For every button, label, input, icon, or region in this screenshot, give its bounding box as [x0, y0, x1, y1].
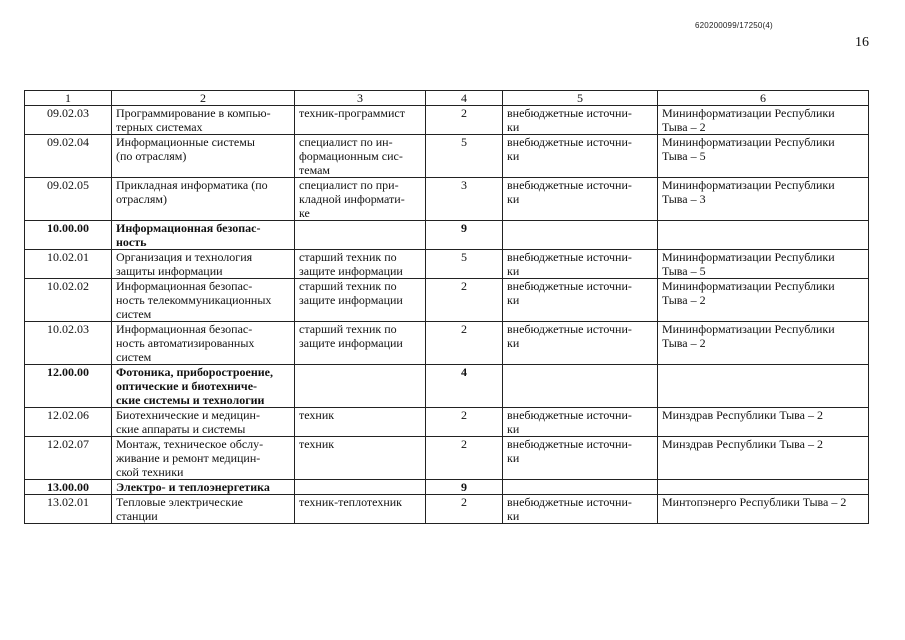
row-code-cell	[25, 250, 112, 279]
row-source-text: внебюджетные источни- ки	[507, 322, 632, 350]
row-source-cell	[503, 279, 658, 322]
row-count-text: 4	[461, 365, 467, 379]
row-name-text: Электро- и теплоэнергетика	[116, 480, 270, 494]
row-code-cell	[25, 106, 112, 135]
row-ministry-text: Минздрав Республики Тыва – 2	[662, 437, 823, 451]
row-ministry-cell	[658, 495, 869, 524]
row-source-text: внебюджетные источни- ки	[507, 437, 632, 465]
row-ministry-cell	[658, 135, 869, 178]
row-source-cell	[503, 106, 658, 135]
row-count-text: 2	[461, 322, 467, 336]
section-row	[25, 221, 869, 250]
row-qualification-cell	[295, 365, 426, 408]
row-code-cell	[25, 135, 112, 178]
row-name-text: Информационные системы (по отраслям)	[116, 135, 255, 163]
row-count-text: 2	[461, 106, 467, 120]
table-header-row	[25, 91, 869, 106]
row-code-text: 13.02.01	[47, 495, 89, 509]
row-source-text: внебюджетные источни- ки	[507, 250, 632, 278]
row-count-text: 2	[461, 495, 467, 509]
row-name-text: Тепловые электрические станции	[116, 495, 243, 523]
row-qualification-text: техник-программист	[299, 106, 405, 120]
row-code-text: 10.02.02	[47, 279, 89, 293]
row-name-cell	[112, 365, 295, 408]
row-source-cell	[503, 365, 658, 408]
row-ministry-cell	[658, 437, 869, 480]
row-qualification-text: старший техник по защите информации	[299, 279, 403, 307]
row-ministry-text: Мининформатизации Республики Тыва – 2	[662, 279, 835, 307]
row-code-text: 12.00.00	[47, 365, 89, 379]
row-name-text: Фотоника, приборостроение, оптические и биотехниче- ские системы и технологии	[116, 365, 273, 407]
row-ministry-cell	[658, 322, 869, 365]
row-name-cell	[112, 437, 295, 480]
row-count-text: 9	[461, 221, 467, 235]
row-name-text: Информационная безопас- ность автоматизированных систем	[116, 322, 255, 364]
row-source-cell	[503, 322, 658, 365]
row-qualification-cell	[295, 437, 426, 480]
row-name-cell	[112, 135, 295, 178]
document-code: 620200099/17250(4)	[695, 21, 773, 30]
table-row	[25, 322, 869, 365]
row-ministry-text: Мининформатизации Республики Тыва – 3	[662, 178, 835, 206]
page-number: 16	[855, 35, 869, 50]
row-name-text: Информационная безопас- ность телекоммуникационных систем	[116, 279, 272, 321]
row-count-cell	[426, 408, 503, 437]
column-header: 2	[112, 91, 295, 106]
row-count-cell	[426, 480, 503, 495]
row-source-cell	[503, 408, 658, 437]
row-count-cell	[426, 135, 503, 178]
row-name-cell	[112, 480, 295, 495]
row-ministry-cell	[658, 178, 869, 221]
row-code-text: 09.02.05	[47, 178, 89, 192]
row-code-text: 13.00.00	[47, 480, 89, 494]
row-code-cell	[25, 480, 112, 495]
row-qualification-text: старший техник по защите информации	[299, 250, 403, 278]
row-code-text: 10.00.00	[47, 221, 89, 235]
row-count-cell	[426, 250, 503, 279]
row-ministry-cell	[658, 480, 869, 495]
row-name-cell	[112, 106, 295, 135]
data-table	[24, 90, 869, 524]
row-name-cell	[112, 495, 295, 524]
row-count-text: 2	[461, 279, 467, 293]
column-header: 4	[426, 91, 503, 106]
row-source-cell	[503, 178, 658, 221]
row-ministry-cell	[658, 408, 869, 437]
row-count-cell	[426, 495, 503, 524]
row-source-text: внебюджетные источни- ки	[507, 279, 632, 307]
table-row	[25, 408, 869, 437]
row-qualification-cell	[295, 480, 426, 495]
row-name-text: Биотехнические и медицин- ские аппараты и системы	[116, 408, 260, 436]
row-source-cell	[503, 495, 658, 524]
row-qualification-text: техник	[299, 437, 335, 451]
row-source-text: внебюджетные источни- ки	[507, 135, 632, 163]
row-qualification-text: техник-теплотехник	[299, 495, 402, 509]
row-ministry-text: Мининформатизации Республики Тыва – 5	[662, 250, 835, 278]
row-name-text: Информационная безопас- ность	[116, 221, 261, 249]
row-qualification-cell	[295, 250, 426, 279]
row-code-cell	[25, 279, 112, 322]
row-ministry-cell	[658, 221, 869, 250]
table-row	[25, 250, 869, 279]
row-count-cell	[426, 221, 503, 250]
row-count-cell	[426, 279, 503, 322]
row-code-cell	[25, 221, 112, 250]
row-count-cell	[426, 106, 503, 135]
row-code-cell	[25, 322, 112, 365]
row-qualification-text: старший техник по защите информации	[299, 322, 403, 350]
row-name-cell	[112, 279, 295, 322]
column-header: 3	[295, 91, 426, 106]
row-code-cell	[25, 365, 112, 408]
row-source-text: внебюджетные источни- ки	[507, 408, 632, 436]
row-count-text: 2	[461, 408, 467, 422]
table-row	[25, 106, 869, 135]
row-ministry-text: Минздрав Республики Тыва – 2	[662, 408, 823, 422]
row-qualification-cell	[295, 178, 426, 221]
row-name-cell	[112, 221, 295, 250]
row-code-cell	[25, 437, 112, 480]
row-code-cell	[25, 178, 112, 221]
table-row	[25, 495, 869, 524]
table-row	[25, 437, 869, 480]
row-name-text: Монтаж, техническое обслу- живание и ремонт медицин- ской техники	[116, 437, 264, 479]
row-qualification-cell	[295, 279, 426, 322]
row-source-text: внебюджетные источни- ки	[507, 495, 632, 523]
row-source-cell	[503, 437, 658, 480]
table-row	[25, 178, 869, 221]
row-qualification-cell	[295, 408, 426, 437]
row-code-text: 10.02.03	[47, 322, 89, 336]
row-source-text: внебюджетные источни- ки	[507, 178, 632, 206]
table-row	[25, 135, 869, 178]
column-header: 1	[25, 91, 112, 106]
row-name-text: Организация и технология защиты информации	[116, 250, 253, 278]
row-code-text: 09.02.04	[47, 135, 89, 149]
section-row	[25, 480, 869, 495]
row-source-cell	[503, 480, 658, 495]
row-code-text: 10.02.01	[47, 250, 89, 264]
row-count-cell	[426, 365, 503, 408]
row-name-text: Прикладная информатика (по отраслям)	[116, 178, 268, 206]
row-ministry-text: Минтопэнерго Республики Тыва – 2	[662, 495, 847, 509]
row-name-text: Программирование в компью- терных системах	[116, 106, 271, 134]
row-ministry-text: Мининформатизации Республики Тыва – 2	[662, 106, 835, 134]
row-name-cell	[112, 408, 295, 437]
row-code-text: 12.02.06	[47, 408, 89, 422]
row-count-text: 3	[461, 178, 467, 192]
row-code-cell	[25, 408, 112, 437]
row-name-cell	[112, 250, 295, 279]
row-name-cell	[112, 322, 295, 365]
column-header: 6	[658, 91, 869, 106]
row-qualification-cell	[295, 221, 426, 250]
row-qualification-cell	[295, 106, 426, 135]
row-name-cell	[112, 178, 295, 221]
row-qualification-text: техник	[299, 408, 335, 422]
row-count-cell	[426, 322, 503, 365]
section-row	[25, 365, 869, 408]
row-ministry-text: Мининформатизации Республики Тыва – 5	[662, 135, 835, 163]
table-row	[25, 279, 869, 322]
row-ministry-text: Мининформатизации Республики Тыва – 2	[662, 322, 835, 350]
row-count-text: 9	[461, 480, 467, 494]
row-count-text: 2	[461, 437, 467, 451]
row-count-cell	[426, 178, 503, 221]
row-source-text: внебюджетные источни- ки	[507, 106, 632, 134]
row-qualification-cell	[295, 322, 426, 365]
row-source-cell	[503, 135, 658, 178]
column-header: 5	[503, 91, 658, 106]
row-ministry-cell	[658, 365, 869, 408]
row-code-cell	[25, 495, 112, 524]
row-ministry-cell	[658, 250, 869, 279]
row-count-text: 5	[461, 135, 467, 149]
row-code-text: 09.02.03	[47, 106, 89, 120]
row-qualification-cell	[295, 495, 426, 524]
row-qualification-cell	[295, 135, 426, 178]
row-qualification-text: специалист по при- кладной информати- ке	[299, 178, 405, 220]
row-source-cell	[503, 221, 658, 250]
row-source-cell	[503, 250, 658, 279]
row-ministry-cell	[658, 279, 869, 322]
row-code-text: 12.02.07	[47, 437, 89, 451]
row-qualification-text: специалист по ин- формационным сис- темам	[299, 135, 403, 177]
row-count-cell	[426, 437, 503, 480]
row-ministry-cell	[658, 106, 869, 135]
row-count-text: 5	[461, 250, 467, 264]
